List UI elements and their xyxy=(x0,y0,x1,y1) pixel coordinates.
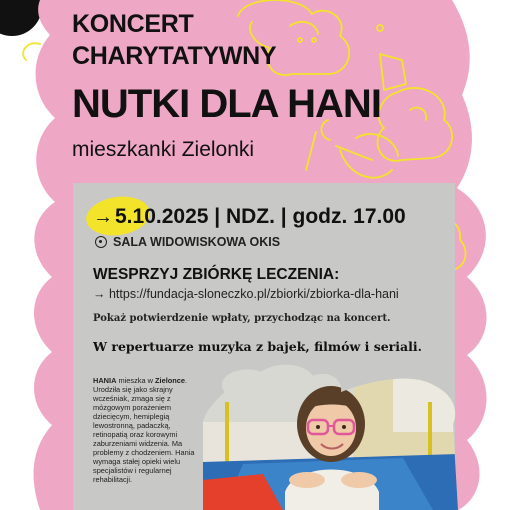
fundraiser-url[interactable]: https://fundacja-sloneczko.pl/zbiorki/zbiorka-dla-hani xyxy=(108,287,399,301)
photo-girl xyxy=(203,362,458,510)
doodle-dot xyxy=(377,25,383,31)
title-main: NUTKI DLA HANI xyxy=(72,82,381,126)
title-line-2: CHARYTATYWNY xyxy=(72,42,277,70)
doodle-flower xyxy=(378,88,453,161)
doodle-flower-detail xyxy=(410,108,426,120)
doodle-eye xyxy=(312,38,316,42)
story-body: Urodziła się jako skrajny wcześniak, zmaga się z mózgowym porażeniem dziecięcym, hemiplegią lewostronną, padaczką, retinopatią oraz korowymi zaburzeniami widzenia. Ma problemy z chodzeniem. Hania wymaga stałej opieki wielu specjalistów i regularnej rehabilitacji. xyxy=(93,385,195,485)
story-town: Zielonce xyxy=(155,376,185,385)
repertoire-text: W repertuarze muzyka z bajek, filmów i seriali. xyxy=(93,339,422,354)
doodle-eye xyxy=(298,38,302,42)
arrow-right-icon: → xyxy=(93,287,106,301)
location-pin-icon xyxy=(95,236,107,248)
title-line-1: KONCERT xyxy=(72,10,194,38)
story-town-prefix: mieszka w xyxy=(116,376,156,385)
event-date-text: 5.10.2025 | NDZ. | godz. 17.00 xyxy=(115,205,406,228)
doodle-box xyxy=(380,54,406,90)
venue-text: SALA WIDOWISKOWA OKIS xyxy=(113,235,281,249)
proof-note: Pokaż potwierdzenie wpłaty, przychodząc na koncert. xyxy=(93,313,391,324)
event-date-line xyxy=(93,206,406,227)
doodle-left-arc xyxy=(23,43,40,60)
doodle-face-arc xyxy=(290,22,318,34)
fundraiser-link[interactable] xyxy=(93,288,399,301)
story-dot: . xyxy=(185,376,188,385)
venue-line xyxy=(95,236,280,249)
support-heading: WESPRZYJ ZBIÓRKĘ LECZENIA: xyxy=(93,266,340,283)
story-name: HANIA xyxy=(93,376,117,385)
arrow-right-icon: → xyxy=(93,206,113,228)
story-text xyxy=(93,376,205,484)
subtitle: mieszkanki Zielonki xyxy=(72,138,255,161)
